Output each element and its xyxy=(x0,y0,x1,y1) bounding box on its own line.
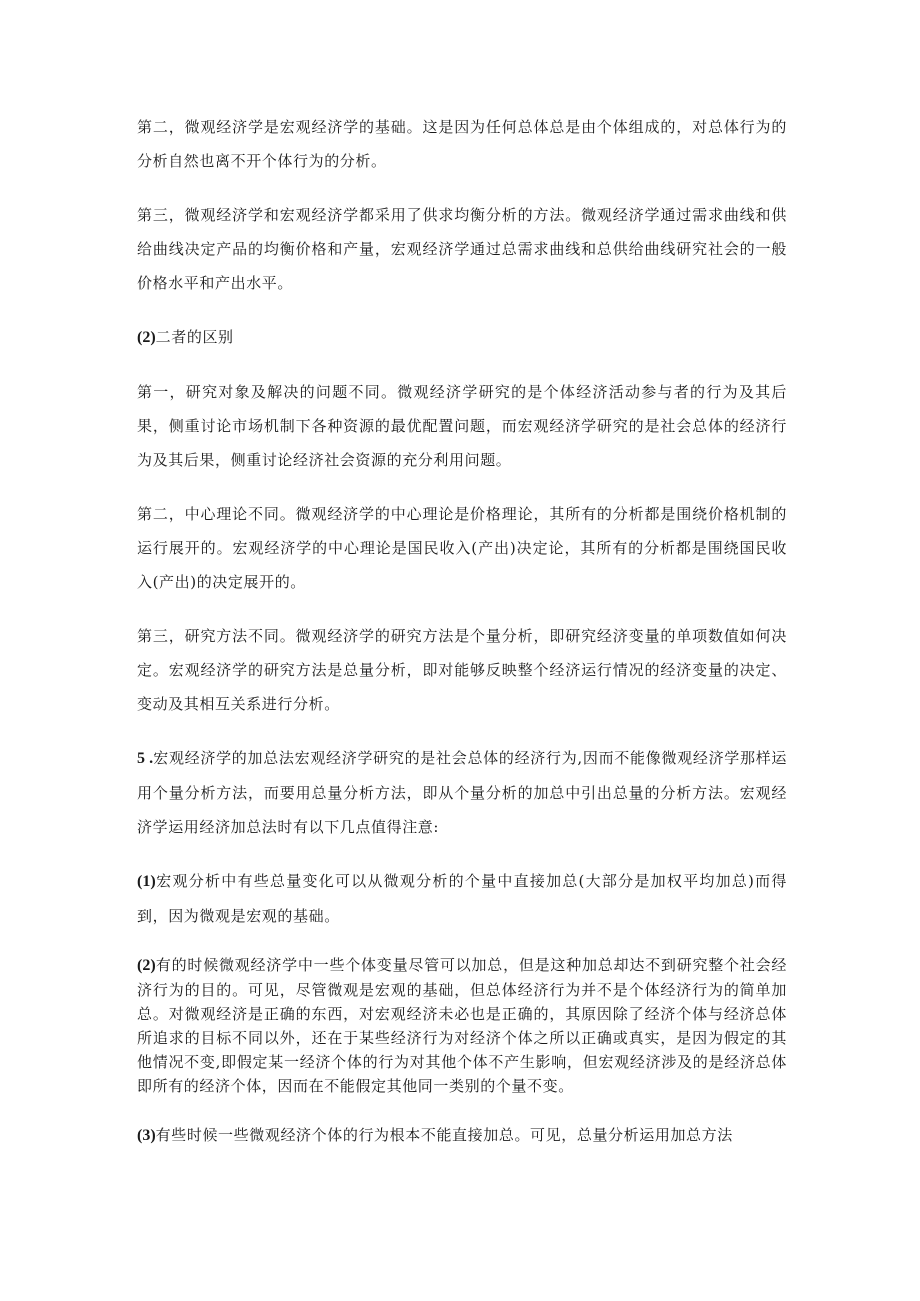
item-number: (3) xyxy=(137,1127,156,1144)
paragraph-micro-basis xyxy=(137,110,787,178)
paragraph-text: 宏观经济学的加总法宏观经济学研究的是社会总体的经济行为,因而不能像微观经济学那样运用个量分析方法，而要用总量分析方法，即从个量分析的加总中引出总量的分析方法。宏观经济学运用经济加总法时有以下几点值得注意: xyxy=(137,749,788,836)
paragraph-point-1 xyxy=(137,864,787,933)
paragraph-research-method xyxy=(137,619,787,721)
item-number: (1) xyxy=(137,873,156,890)
paragraph-text: 第一，研究对象及解决的问题不同。微观经济学研究的是个体经济活动参与者的行为及其后果，侧重讨论市场机制下各种资源的最优配置问题，而宏观经济学研究的是社会总体的经济行为及其后果，侧重讨论经济社会资源的充分利用问题。 xyxy=(137,383,787,469)
paragraph-text: 宏观分析中有些总量变化可以从微观分析的个量中直接加总(大部分是加权平均加总)而得到，因为微观是宏观的基础。 xyxy=(137,872,787,925)
paragraph-text: 第三，研究方法不同。微观经济学的研究方法是个量分析，即研究经济变量的单项数值如何决定。宏观经济学的研究方法是总量分析，即对能够反映整个经济运行情况的经济变量的决定、变动及其相互关系进行分析。 xyxy=(137,627,787,713)
item-number: 5 . xyxy=(137,750,154,767)
paragraph-central-theory xyxy=(137,497,787,599)
section-number: (2) xyxy=(137,329,156,346)
paragraph-aggregation-method xyxy=(137,741,787,844)
paragraph-text: 有些时候一些微观经济个体的行为根本不能直接加总。可见，总量分析运用加总方法 xyxy=(155,1126,733,1144)
section-heading-differences xyxy=(137,320,787,355)
paragraph-point-2 xyxy=(137,953,787,1098)
paragraph-equilibrium-method xyxy=(137,198,787,300)
document-page xyxy=(137,110,787,1153)
paragraph-point-3 xyxy=(137,1118,787,1153)
paragraph-research-object xyxy=(137,375,787,477)
paragraph-text: 第二，微观经济学是宏观经济学的基础。这是因为任何总体总是由个体组成的，对总体行为的分析自然也离不开个体行为的分析。 xyxy=(137,118,787,170)
paragraph-text: 第二，中心理论不同。微观经济学的中心理论是价格理论，其所有的分析都是围绕价格机制的运行展开的。宏观经济学的中心理论是国民收入(产出)决定论，其所有的分析都是围绕国民收入(产出)的决定展开的。 xyxy=(137,505,787,591)
paragraph-text: 第三，微观经济学和宏观经济学都采用了供求均衡分析的方法。微观经济学通过需求曲线和供给曲线决定产品的均衡价格和产量，宏观经济学通过总需求曲线和总供给曲线研究社会的一般价格水平和产出水平。 xyxy=(137,206,787,292)
section-heading-text: 二者的区别 xyxy=(155,328,234,346)
item-number: (2) xyxy=(137,957,156,974)
paragraph-text: 有的时候微观经济学中一些个体变量尽管可以加总，但是这种加总却达不到研究整个社会经济行为的目的。可见，尽管微观是宏观的基础，但总体经济行为并不是个体经济行为的简单加总。对微观经济是正确的东西，对宏观经济未必也是正确的，其原因除了经济个体与经济总体所追求的目标不同以外，还在于某些经济行为对经济个体之所以正确或真实，是因为假定的其他情况不变,即假定某一经济个体的行为对其他个体不产生影响，但宏观经济涉及的是经济总体即所有的经济个体，因而在不能假定其他同一类别的个量不变。 xyxy=(137,956,787,1095)
